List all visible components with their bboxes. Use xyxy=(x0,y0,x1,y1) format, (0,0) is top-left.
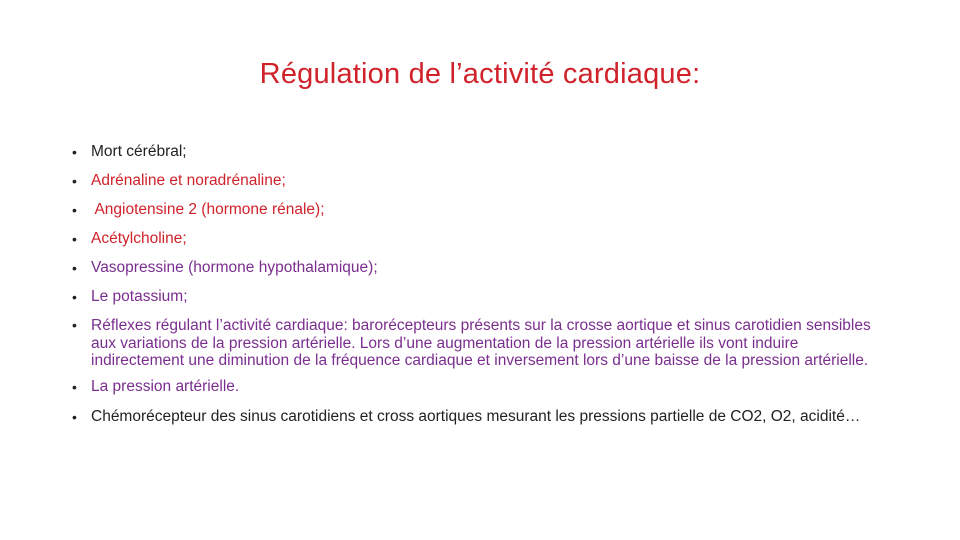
bullet-group-1 xyxy=(72,143,892,370)
bullet-text: Réflexes régulant l’activité cardiaque: barorécepteurs présents sur la crosse aortique et sinus carotidien sensibles aux variations de la pression artérielle. Lors d’une augmentation de la pression artérielle ils vont induire indirectement une diminution de la fréquence cardiaque et inversement lors d’une baisse de la pression artérielle. xyxy=(91,317,871,369)
slide-title: Régulation de l’activité cardiaque: xyxy=(259,58,701,90)
bullet-dot-icon: • xyxy=(72,202,77,218)
bullet-text: Angiotensine 2 (hormone rénale); xyxy=(91,201,325,218)
bullet-text: Adrénaline et noradrénaline; xyxy=(91,172,286,189)
bullet-dot-icon: • xyxy=(72,260,77,276)
bullet-group-2 xyxy=(72,378,892,426)
bullet-item-chemorecepteur xyxy=(72,408,892,426)
bullet-text: La pression artérielle. xyxy=(91,377,240,395)
bullet-dot-icon: • xyxy=(72,317,77,333)
bullet-text: Acétylcholine; xyxy=(91,230,187,247)
bullet-item-reflexes xyxy=(72,317,892,370)
bullet-dot-icon: • xyxy=(72,289,77,305)
bullet-text: Le potassium; xyxy=(91,288,188,305)
bullet-text: Chémorécepteur des sinus carotidiens et cross aortiques mesurant les pressions partielle de CO2, O2, acidité… xyxy=(91,407,861,425)
bullet-dot-icon: • xyxy=(72,378,77,395)
bullet-list xyxy=(72,143,892,438)
bullet-text: Mort cérébral; xyxy=(91,143,187,160)
bullet-dot-icon: • xyxy=(72,173,77,189)
bullet-item-mort-cerebral xyxy=(72,143,892,172)
bullet-item-angiotensine xyxy=(72,201,892,230)
bullet-item-adrenaline xyxy=(72,172,892,201)
bullet-item-pression-arterielle xyxy=(72,378,892,396)
bullet-text: Vasopressine (hormone hypothalamique); xyxy=(91,259,378,276)
bullet-dot-icon: • xyxy=(72,144,77,160)
bullet-dot-icon: • xyxy=(72,231,77,247)
bullet-item-acetylcholine xyxy=(72,230,892,259)
bullet-dot-icon: • xyxy=(72,408,77,425)
bullet-item-vasopressine xyxy=(72,259,892,288)
bullet-item-potassium xyxy=(72,288,892,317)
